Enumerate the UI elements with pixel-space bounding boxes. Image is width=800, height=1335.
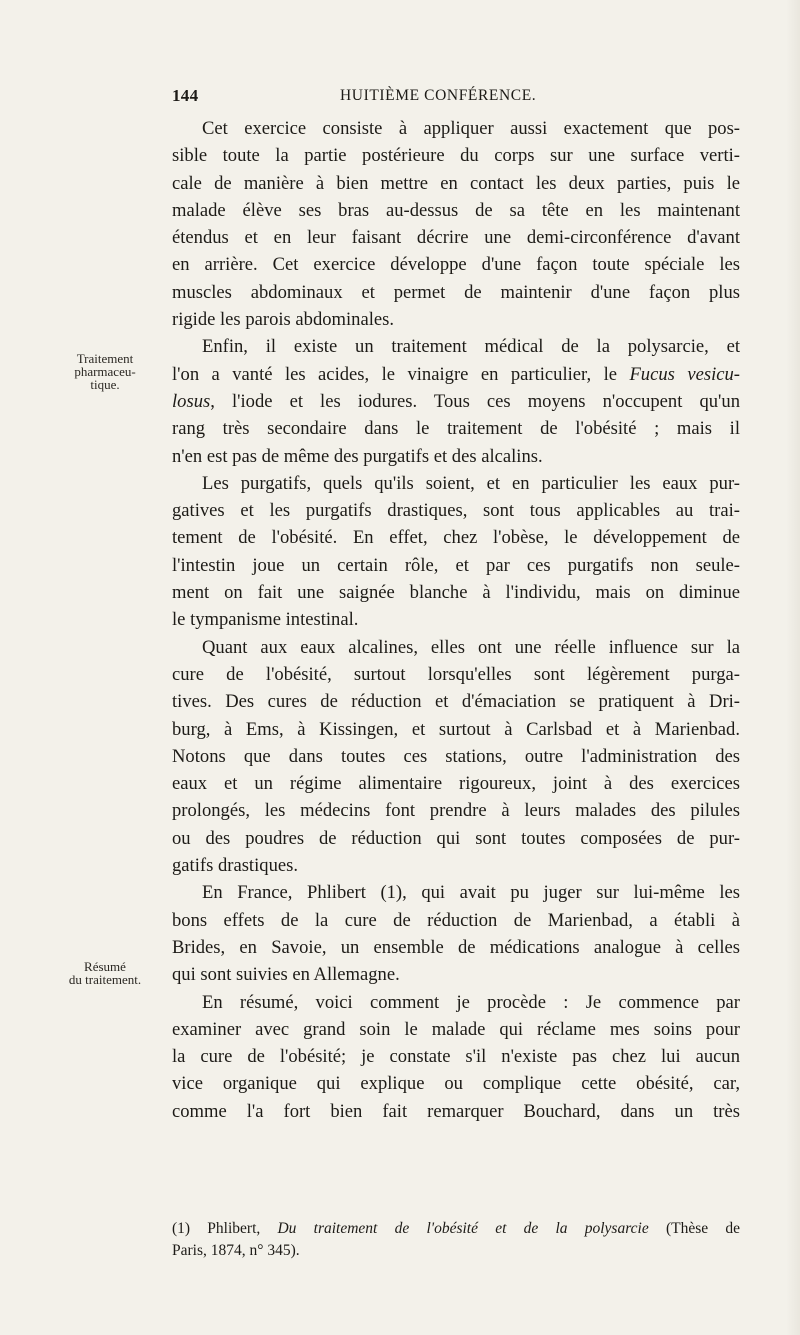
footnote bbox=[172, 1218, 740, 1262]
text-line: prolongés, les médecins font prendre à leurs malades des pilules bbox=[172, 800, 740, 822]
running-title: HUITIÈME CONFÉRENCE. bbox=[340, 87, 537, 104]
margin-note-line: tique. bbox=[90, 377, 120, 392]
italic-term: losus bbox=[172, 390, 211, 412]
text-line: Les purgatifs, quels qu'ils soient, et en particulier les eaux pur- bbox=[202, 472, 740, 494]
text-line: eaux et un régime alimentaire rigoureux, joint à des exercices bbox=[172, 773, 740, 795]
text-line: examiner avec grand soin le malade qui réclame mes soins pour bbox=[172, 1018, 740, 1040]
text-line: cale de manière à bien mettre en contact les deux parties, puis le bbox=[172, 172, 740, 194]
text-line: ou des poudres de réduction qui sont toutes composées de pur- bbox=[172, 827, 740, 849]
text-line: gatifs drastiques. bbox=[172, 855, 298, 877]
page-header bbox=[172, 86, 752, 108]
margin-note-line: du traitement. bbox=[68, 972, 142, 987]
text-line: Quant aux eaux alcalines, elles ont une réelle influence sur la bbox=[202, 636, 740, 658]
text-line: muscles abdominaux et permet de maintenir d'une façon plus bbox=[172, 281, 740, 303]
margin-note-traitement bbox=[46, 352, 164, 391]
text-line: en arrière. Cet exercice développe d'une façon toute spéciale les bbox=[172, 254, 740, 276]
footnote-suffix: (Thèse de bbox=[648, 1220, 741, 1237]
text-line: rigide les parois abdominales. bbox=[172, 309, 395, 331]
text-fragment: l'on a vanté les acides, le vinaigre en particulier, le bbox=[172, 363, 617, 385]
text-line: qui sont suivies en Allemagne. bbox=[172, 964, 400, 986]
text-line: Enfin, il existe un traitement médical de la polysarcie, et bbox=[202, 336, 740, 358]
margin-note-line: Résumé bbox=[84, 959, 126, 974]
text-line: En France, Phlibert (1), qui avait pu juger sur lui-même les bbox=[202, 882, 740, 904]
footnote-prefix: (1) Phlibert, bbox=[172, 1220, 278, 1237]
footnote-title: Du traitement de l'obésité et de la polysarcie bbox=[277, 1220, 649, 1237]
text-line-mixed bbox=[172, 388, 740, 415]
text-line: vice organique qui explique ou complique cette obésité, car, bbox=[172, 1073, 740, 1095]
text-line: sible toute la partie postérieure du corps sur une surface verti- bbox=[172, 145, 740, 167]
text-fragment: , l'iode et les iodures. Tous ces moyens n'occupent qu'un bbox=[210, 390, 740, 412]
page-edge-shadow bbox=[786, 0, 800, 1335]
text-line: la cure de l'obésité; je constate s'il n'existe pas chez lui aucun bbox=[172, 1046, 740, 1068]
text-line: tement de l'obésité. En effet, chez l'obèse, le développement de bbox=[172, 527, 740, 549]
text-line: le tympanisme intestinal. bbox=[172, 609, 359, 631]
text-line: malade élève ses bras au-dessus de sa tête en les maintenant bbox=[172, 199, 740, 221]
text-line-mixed bbox=[172, 361, 740, 388]
text-line: Notons que dans toutes ces stations, outre l'administration des bbox=[172, 745, 740, 767]
page-number: 144 bbox=[172, 86, 199, 105]
text-line: tives. Des cures de réduction et d'émaciation se pratiquent à Dri- bbox=[172, 691, 740, 713]
text-line: bons effets de la cure de réduction de Marienbad, a établi à bbox=[172, 909, 740, 931]
text-line: ment on fait une saignée blanche à l'individu, mais on diminue bbox=[172, 582, 740, 604]
text-line: burg, à Ems, à Kissingen, et surtout à Carlsbad et à Marienbad. bbox=[172, 718, 740, 740]
text-line: Brides, en Savoie, un ensemble de médications analogue à celles bbox=[172, 936, 740, 958]
text-line: cure de l'obésité, surtout lorsqu'elles sont légèrement purga- bbox=[172, 663, 740, 685]
text-line: En résumé, voici comment je procède : Je commence par bbox=[202, 991, 740, 1013]
footnote-line bbox=[172, 1218, 740, 1240]
body-text bbox=[172, 115, 740, 1125]
margin-note-line: pharmaceu- bbox=[74, 364, 136, 379]
text-line: comme l'a fort bien fait remarquer Bouchard, dans un très bbox=[172, 1100, 740, 1122]
text-line: n'en est pas de même des purgatifs et des alcalins. bbox=[172, 445, 543, 467]
text-line: étendus et en leur faisant décrire une demi-circonférence d'avant bbox=[172, 227, 740, 249]
text-line: l'intestin joue un certain rôle, et par ces purgatifs non seule- bbox=[172, 554, 740, 576]
text-line: rang très secondaire dans le traitement de l'obésité ; mais il bbox=[172, 418, 740, 440]
text-line: Cet exercice consiste à appliquer aussi exactement que pos- bbox=[202, 118, 740, 139]
text-line: gatives et les purgatifs drastiques, sont tous applicables au trai- bbox=[172, 500, 740, 522]
italic-term: Fucus vesicu- bbox=[629, 363, 740, 385]
margin-note-resume bbox=[46, 960, 164, 986]
footnote-line: Paris, 1874, n° 345). bbox=[172, 1242, 300, 1259]
margin-note-line: Traitement bbox=[76, 351, 134, 366]
